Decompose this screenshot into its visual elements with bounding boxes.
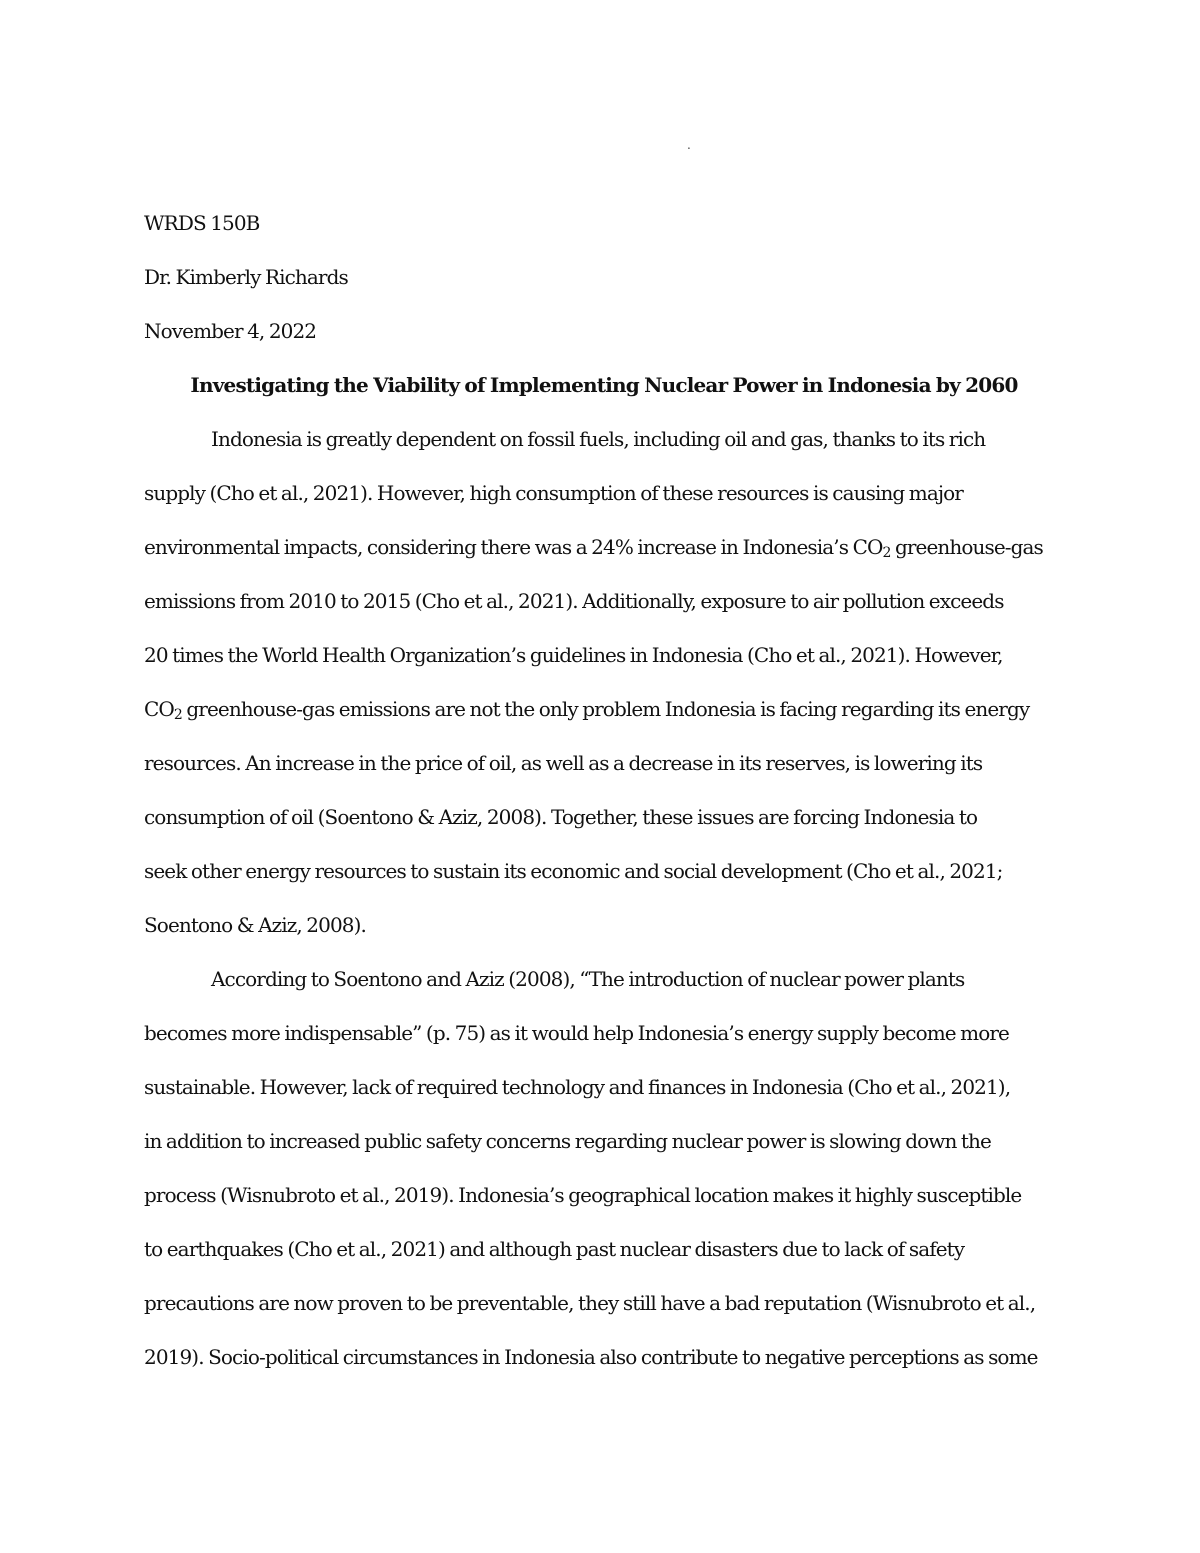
date-line: November 4, 2022 xyxy=(144,319,317,343)
paragraph-1-line-2: supply (Cho et al., 2021). However, high consumption of these resources is causing major xyxy=(144,481,963,505)
paragraph-2-line-6: to earthquakes (Cho et al., 2021) and although past nuclear disasters due to lack of safety xyxy=(144,1237,965,1261)
paragraph-1-line-5: 20 times the World Health Organization’s guidelines in Indonesia (Cho et al., 2021). However, xyxy=(144,643,1003,667)
paragraph-1-line-6-text-a: CO xyxy=(144,697,174,721)
co2-subscript: 2 xyxy=(173,707,182,723)
paragraph-1-line-3-text-b: greenhouse-gas xyxy=(890,535,1043,559)
paragraph-1-line-8: consumption of oil (Soentono & Aziz, 2008). Together, these issues are forcing Indonesia to xyxy=(144,805,978,829)
paragraph-2-line-8: 2019). Socio-political circumstances in Indonesia also contribute to negative perceptions as some xyxy=(144,1345,1038,1369)
document-body xyxy=(144,196,1064,1384)
paragraph-2-line-7: precautions are now proven to be preventable, they still have a bad reputation (Wisnubroto et al., xyxy=(144,1291,1036,1315)
paragraph-2-line-2: becomes more indispensable” (p. 75) as it would help Indonesia’s energy supply become more xyxy=(144,1021,1009,1045)
paragraph-1-line-6-text-b: greenhouse-gas emissions are not the only problem Indonesia is facing regarding its energy xyxy=(181,697,1030,721)
paragraph-2-line-5: process (Wisnubroto et al., 2019). Indonesia’s geographical location makes it highly susceptible xyxy=(144,1183,1022,1207)
instructor-line: Dr. Kimberly Richards xyxy=(144,265,348,289)
paragraph-2 xyxy=(144,952,1064,1384)
paragraph-1-line-3-text-a: environmental impacts, considering there was a 24% increase in Indonesia’s CO xyxy=(144,535,883,559)
paragraph-1-line-6 xyxy=(144,682,1064,736)
course-line: WRDS 150B xyxy=(144,211,260,235)
paper-title: Investigating the Viability of Implementing Nuclear Power in Indonesia by 2060 xyxy=(190,373,1018,397)
paragraph-1-line-10: Soentono & Aziz, 2008). xyxy=(144,913,366,937)
paragraph-1-line-3 xyxy=(144,520,1064,574)
paragraph-1-line-4: emissions from 2010 to 2015 (Cho et al., 2021). Additionally, exposure to air pollution exceeds xyxy=(144,589,1004,613)
paragraph-2-line-1: According to Soentono and Aziz (2008), “The introduction of nuclear power plants xyxy=(211,967,965,991)
paragraph-1 xyxy=(144,412,1064,952)
paragraph-2-line-3: sustainable. However, lack of required technology and finances in Indonesia (Cho et al., 2021), xyxy=(144,1075,1011,1099)
paragraph-1-line-1: Indonesia is greatly dependent on fossil fuels, including oil and gas, thanks to its rich xyxy=(211,427,986,451)
paragraph-1-line-7: resources. An increase in the price of oil, as well as a decrease in its reserves, is lowering its xyxy=(144,751,983,775)
co2-subscript: 2 xyxy=(882,545,891,561)
page-header-mark: . xyxy=(687,138,691,152)
paragraph-1-line-9: seek other energy resources to sustain its economic and social development (Cho et al., 2021; xyxy=(144,859,1003,883)
paragraph-2-line-4: in addition to increased public safety concerns regarding nuclear power is slowing down the xyxy=(144,1129,991,1153)
